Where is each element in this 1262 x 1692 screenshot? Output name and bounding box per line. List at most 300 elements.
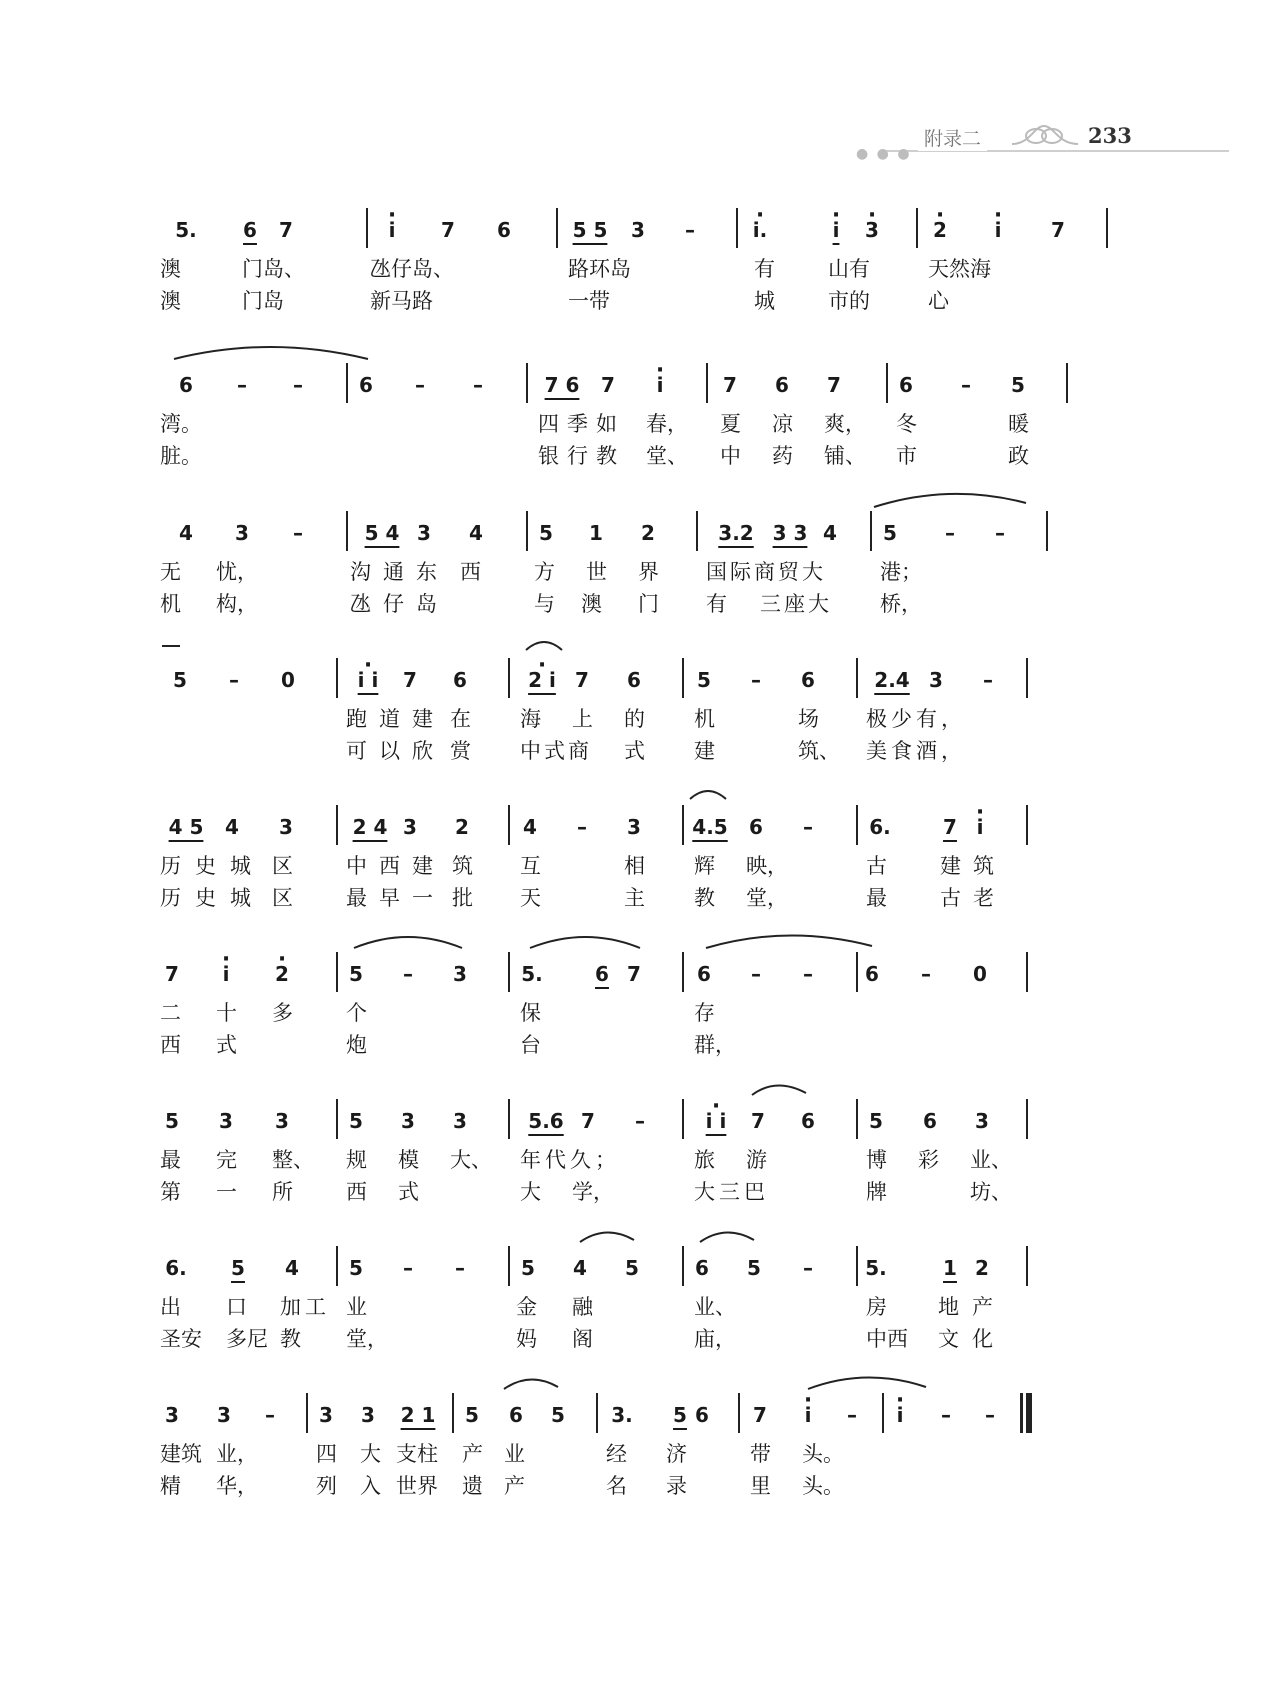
- final-barline-thick: [1026, 1393, 1032, 1433]
- barline: [870, 511, 872, 551]
- note: 5: [539, 521, 553, 545]
- barline: [682, 1099, 684, 1139]
- note: –: [803, 815, 813, 839]
- lyric: 列: [316, 1474, 337, 1498]
- lyric: 录: [666, 1474, 687, 1498]
- note: 6: [923, 1109, 937, 1133]
- lyric: 产: [504, 1474, 525, 1498]
- lyric: 业、: [694, 1295, 736, 1319]
- lyric: 业、: [970, 1148, 1012, 1172]
- note: 6: [865, 962, 879, 986]
- barline: [1046, 511, 1048, 551]
- note: –: [941, 1403, 951, 1427]
- lyric: 映，: [746, 854, 788, 878]
- barline: [882, 1393, 884, 1433]
- note: 4: [225, 815, 239, 839]
- lyric: 辉: [694, 854, 715, 878]
- note: –: [945, 521, 955, 545]
- note: –: [293, 373, 303, 397]
- lyric: 多: [272, 1001, 293, 1025]
- lyric: 式: [216, 1033, 237, 1057]
- note: 7: [601, 373, 615, 397]
- lyric: 保: [520, 1001, 541, 1025]
- lyric: 互: [520, 854, 541, 878]
- score-system-5: [160, 787, 1120, 947]
- note: 6: [595, 962, 609, 986]
- note: 2 4: [352, 815, 388, 839]
- lyric: 四: [316, 1442, 337, 1466]
- note: 3: [975, 1109, 989, 1133]
- note: 3: [929, 668, 943, 692]
- note: 5: [883, 521, 897, 545]
- lyric: 博: [866, 1148, 887, 1172]
- lyric: 爽，: [824, 412, 866, 436]
- note: 6: [627, 668, 641, 692]
- note: · i: [211, 962, 241, 986]
- note: · i i: [346, 668, 390, 692]
- lyric: 融: [572, 1295, 593, 1319]
- lyric: 忧，: [216, 560, 258, 584]
- lyric: 化: [972, 1327, 993, 1351]
- note: 5: [465, 1403, 479, 1427]
- barline: [346, 511, 348, 551]
- lyric: 第: [160, 1180, 181, 1204]
- page-number: 233: [1084, 123, 1136, 148]
- note: · i: [793, 1403, 823, 1427]
- lyric: 国际商贸大: [706, 560, 826, 584]
- note: 3: [631, 218, 645, 242]
- note: 6: [509, 1403, 523, 1427]
- barline: [508, 805, 510, 845]
- lyric: 业: [504, 1442, 525, 1466]
- lyric: 金: [516, 1295, 537, 1319]
- note: 2.4: [874, 668, 910, 692]
- lyric: 加工: [280, 1295, 330, 1319]
- lyric: 湾。: [160, 412, 202, 436]
- barline: [682, 805, 684, 845]
- note: 3: [401, 1109, 415, 1133]
- barline: [508, 952, 510, 992]
- lyric: 建筑: [940, 854, 1006, 878]
- lyric: 天然海: [928, 257, 991, 281]
- lyric: 凉: [772, 412, 793, 436]
- note: –: [403, 1256, 413, 1280]
- score-system-7: [160, 1081, 1120, 1241]
- lyric: 出: [160, 1295, 181, 1319]
- barline: [452, 1393, 454, 1433]
- note: 5: [551, 1403, 565, 1427]
- note: 5: [521, 1256, 535, 1280]
- note: 5: [625, 1256, 639, 1280]
- note: 4: [179, 521, 193, 545]
- lyric: 带: [750, 1442, 771, 1466]
- note: –: [803, 1256, 813, 1280]
- lyric: 入: [360, 1474, 381, 1498]
- barline: [682, 658, 684, 698]
- lyric: 精: [160, 1474, 181, 1498]
- lyric: 机: [694, 707, 715, 731]
- lyric: 阁: [572, 1327, 593, 1351]
- barline: [682, 1246, 684, 1286]
- note: 7: [1051, 218, 1065, 242]
- lyric: 筑、: [798, 739, 840, 763]
- note: · i.: [745, 218, 775, 242]
- lyric: 历史城: [160, 886, 265, 910]
- lyric: 上: [572, 707, 593, 731]
- note: 3: [453, 962, 467, 986]
- note: –: [473, 373, 483, 397]
- note: 2 1: [400, 1403, 436, 1427]
- note: 3: [279, 815, 293, 839]
- lyric: 大: [520, 1180, 541, 1204]
- note: 4.5: [692, 815, 728, 839]
- lyric: 产: [972, 1295, 993, 1319]
- lyric: 有: [754, 257, 775, 281]
- lyric: 路环岛: [568, 257, 631, 281]
- score-system-3: [160, 493, 1120, 653]
- lyric: 市的: [828, 289, 870, 313]
- barline: [856, 658, 858, 698]
- barline: [508, 658, 510, 698]
- lyric: 可以欣: [346, 739, 445, 763]
- lyric: 西: [160, 1033, 181, 1057]
- note: · i: [377, 218, 407, 242]
- score-system-1: [160, 190, 1120, 350]
- lyric: 所: [272, 1180, 293, 1204]
- lyric: 四季如: [538, 412, 625, 436]
- lyric: 口: [226, 1295, 247, 1319]
- section-title: 附录二: [918, 124, 987, 151]
- lyric: 赏: [450, 739, 471, 763]
- lyric: 古: [866, 854, 887, 878]
- final-barline-thin: [1020, 1393, 1023, 1433]
- note: 1: [589, 521, 603, 545]
- lyric: 世界: [396, 1474, 438, 1498]
- lyric: 跑道建: [346, 707, 445, 731]
- note: 6: [695, 1403, 709, 1427]
- note: 6: [749, 815, 763, 839]
- lyric: 完: [216, 1148, 237, 1172]
- lyric: 在: [450, 707, 471, 731]
- lyric: 极少有，: [866, 707, 966, 731]
- note: 3.2: [718, 521, 754, 545]
- lyric: 山有: [828, 257, 870, 281]
- note: 7: [827, 373, 841, 397]
- note: –: [921, 962, 931, 986]
- lyric: 教: [694, 886, 715, 910]
- barline: [336, 952, 338, 992]
- lyric: 西: [460, 560, 481, 584]
- note: 4: [573, 1256, 587, 1280]
- note: · 2: [925, 218, 955, 242]
- lyric: 门: [638, 592, 659, 616]
- lyric: 式: [398, 1180, 419, 1204]
- barline: [856, 1099, 858, 1139]
- lyric: 头。: [802, 1442, 844, 1466]
- note: · i: [885, 1403, 915, 1427]
- note: 5: [165, 1109, 179, 1133]
- note: 2: [455, 815, 469, 839]
- lyric: 与澳: [534, 592, 628, 616]
- lyric: 文: [938, 1327, 959, 1351]
- note: 7: [403, 668, 417, 692]
- note: 3.: [611, 1403, 633, 1427]
- lyric: 业: [346, 1295, 367, 1319]
- note: 7: [627, 962, 641, 986]
- note: 0: [281, 668, 295, 692]
- barline: [1026, 658, 1028, 698]
- lyric: 存: [694, 1001, 715, 1025]
- note: 5.: [521, 962, 543, 986]
- note: 2: [975, 1256, 989, 1280]
- lyric: 遗: [462, 1474, 483, 1498]
- note: 5: [349, 1256, 363, 1280]
- lyric: 年代久；: [520, 1148, 620, 1172]
- lyric: 夏: [720, 412, 741, 436]
- lyric: 大: [360, 1442, 381, 1466]
- lyric: 群，: [694, 1033, 736, 1057]
- lyric: 美食酒，: [866, 739, 966, 763]
- lyric: 政: [1008, 444, 1029, 468]
- lyric: 十: [216, 1001, 237, 1025]
- note: –: [403, 962, 413, 986]
- note: · i: [983, 218, 1013, 242]
- page-header: [0, 0, 1262, 180]
- note: 5.: [175, 218, 197, 242]
- barline: [556, 208, 558, 248]
- note: 7: [575, 668, 589, 692]
- lyric: 暖: [1008, 412, 1029, 436]
- lyric: 铺、: [824, 444, 866, 468]
- lyric: 三座大: [760, 592, 832, 616]
- lyric: 式: [624, 739, 645, 763]
- note: 4: [285, 1256, 299, 1280]
- note: 5: [673, 1403, 687, 1427]
- lyric: 冬: [896, 412, 917, 436]
- lyric: 银行教: [538, 444, 625, 468]
- lyric: 无: [160, 560, 181, 584]
- lyric: 相: [624, 854, 645, 878]
- barline: [526, 511, 528, 551]
- lyric: 天: [520, 886, 541, 910]
- note: · 3: [857, 218, 887, 242]
- lyric: 沟通东: [350, 560, 449, 584]
- score-system-9: [160, 1375, 1120, 1535]
- barline: [1106, 208, 1108, 248]
- note: –: [685, 218, 695, 242]
- note: 6: [497, 218, 511, 242]
- note: –: [455, 1256, 465, 1280]
- note: 3: [275, 1109, 289, 1133]
- note: 4: [469, 521, 483, 545]
- lyric: 支柱: [396, 1442, 438, 1466]
- lyric: 区: [272, 854, 293, 878]
- lyric: 游: [746, 1148, 767, 1172]
- lyric: 桥，: [880, 592, 922, 616]
- note: –: [751, 962, 761, 986]
- lyric: 建: [694, 739, 715, 763]
- lyric: 世: [586, 560, 607, 584]
- score-system-6: [160, 934, 1120, 1094]
- lyric: 坊、: [970, 1180, 1012, 1204]
- note: 3: [235, 521, 249, 545]
- note: · i i: [694, 1109, 738, 1133]
- barline: [736, 208, 738, 248]
- barline: [336, 658, 338, 698]
- lyric: 房: [866, 1295, 887, 1319]
- lyric: 大、: [450, 1148, 492, 1172]
- note: –: [995, 521, 1005, 545]
- note: 5: [349, 962, 363, 986]
- lyric: 城: [754, 289, 775, 313]
- barline: [1026, 805, 1028, 845]
- lyric: 庙，: [694, 1327, 736, 1351]
- barline: [682, 952, 684, 992]
- barline: [306, 1393, 308, 1433]
- lyric: 多尼: [226, 1327, 268, 1351]
- barline: [1026, 952, 1028, 992]
- lyric: 台: [520, 1033, 541, 1057]
- note: –: [229, 668, 239, 692]
- lyric: 市: [896, 444, 917, 468]
- note: 5: [1011, 373, 1025, 397]
- lyric: 氹仔岛、: [370, 257, 454, 281]
- lyric: 堂，: [346, 1327, 388, 1351]
- note: 5: [173, 668, 187, 692]
- score-system-8: [160, 1228, 1120, 1388]
- lyric: 济: [666, 1442, 687, 1466]
- lyric: 氹仔岛: [350, 592, 449, 616]
- note: 4 5: [168, 815, 204, 839]
- note: –: [293, 521, 303, 545]
- lyric: 地: [938, 1295, 959, 1319]
- barline: [886, 363, 888, 403]
- lyric: 业，: [216, 1442, 258, 1466]
- barline: [916, 208, 918, 248]
- lyric: 头。: [802, 1474, 844, 1498]
- barline: [336, 1246, 338, 1286]
- barline: [508, 1246, 510, 1286]
- lyric: 界: [638, 560, 659, 584]
- lyric: 模: [398, 1148, 419, 1172]
- note: 7: [943, 815, 957, 839]
- lyric: 一: [216, 1180, 237, 1204]
- note: · 2 i: [520, 668, 564, 692]
- lyric: 历史城: [160, 854, 265, 878]
- note: –: [635, 1109, 645, 1133]
- note: 5 5: [572, 218, 608, 242]
- note: 4: [523, 815, 537, 839]
- lyric: 中: [720, 444, 741, 468]
- note: 6: [899, 373, 913, 397]
- note: 2: [641, 521, 655, 545]
- lyric: 妈: [516, 1327, 537, 1351]
- barline: [706, 363, 708, 403]
- note: 5: [349, 1109, 363, 1133]
- note: · 2: [267, 962, 297, 986]
- note: –: [237, 373, 247, 397]
- lyric: 炮: [346, 1033, 367, 1057]
- lyric: 经: [606, 1442, 627, 1466]
- note: 5: [869, 1109, 883, 1133]
- note: –: [983, 668, 993, 692]
- barline: [856, 1246, 858, 1286]
- note: 5 4: [364, 521, 400, 545]
- lyric: 新马路: [370, 289, 433, 313]
- lyric: 整、: [272, 1148, 314, 1172]
- note: 1: [943, 1256, 957, 1280]
- note: –: [577, 815, 587, 839]
- header-dots: ● ● ●: [856, 146, 912, 162]
- note: 6: [775, 373, 789, 397]
- lyric: 机: [160, 592, 181, 616]
- score-system-2: [160, 345, 1120, 505]
- lyric: 产: [462, 1442, 483, 1466]
- note: 3: [361, 1403, 375, 1427]
- lyric: 规: [346, 1148, 367, 1172]
- note: 6: [179, 373, 193, 397]
- lyric: 方: [534, 560, 555, 584]
- lyric: 中西: [866, 1327, 908, 1351]
- lyric: 教: [280, 1327, 301, 1351]
- note: 7: [165, 962, 179, 986]
- note: 3: [219, 1109, 233, 1133]
- score-system-4: [160, 640, 1120, 800]
- note: 6: [801, 668, 815, 692]
- lyric: 堂、: [646, 444, 688, 468]
- lyric: 澳: [160, 289, 181, 313]
- note: 3: [627, 815, 641, 839]
- lyric: 华，: [216, 1474, 258, 1498]
- lyric: 有: [706, 592, 727, 616]
- note: 6.: [165, 1256, 187, 1280]
- barline: [366, 208, 368, 248]
- note: 6: [801, 1109, 815, 1133]
- barline: [346, 363, 348, 403]
- note: –: [265, 1403, 275, 1427]
- note: 3: [417, 521, 431, 545]
- lyric: 场: [798, 707, 819, 731]
- lyric: 澳: [160, 257, 181, 281]
- lyric: 大三巴: [694, 1180, 769, 1204]
- note: 5.6: [528, 1109, 564, 1133]
- lyric: 批: [452, 886, 473, 910]
- lyric: 二: [160, 1001, 181, 1025]
- lyric: 门岛、: [242, 257, 305, 281]
- note: 7: [441, 218, 455, 242]
- barline: [696, 511, 698, 551]
- note: 3: [319, 1403, 333, 1427]
- barline: [596, 1393, 598, 1433]
- note: 3: [403, 815, 417, 839]
- barline: [738, 1393, 740, 1433]
- barline: [1026, 1099, 1028, 1139]
- lyric: 港；: [880, 560, 922, 584]
- lyric: 心: [928, 289, 949, 313]
- note: 6: [453, 668, 467, 692]
- note: –: [415, 373, 425, 397]
- note: –: [803, 962, 813, 986]
- lyric: 最: [160, 1148, 181, 1172]
- note: 7: [581, 1109, 595, 1133]
- lyric: 里: [750, 1474, 771, 1498]
- lyric: 圣安: [160, 1327, 202, 1351]
- note: 3 3: [772, 521, 808, 545]
- lyric: 构，: [216, 592, 258, 616]
- note: 3: [165, 1403, 179, 1427]
- note: 6: [695, 1256, 709, 1280]
- lyric: 的: [624, 707, 645, 731]
